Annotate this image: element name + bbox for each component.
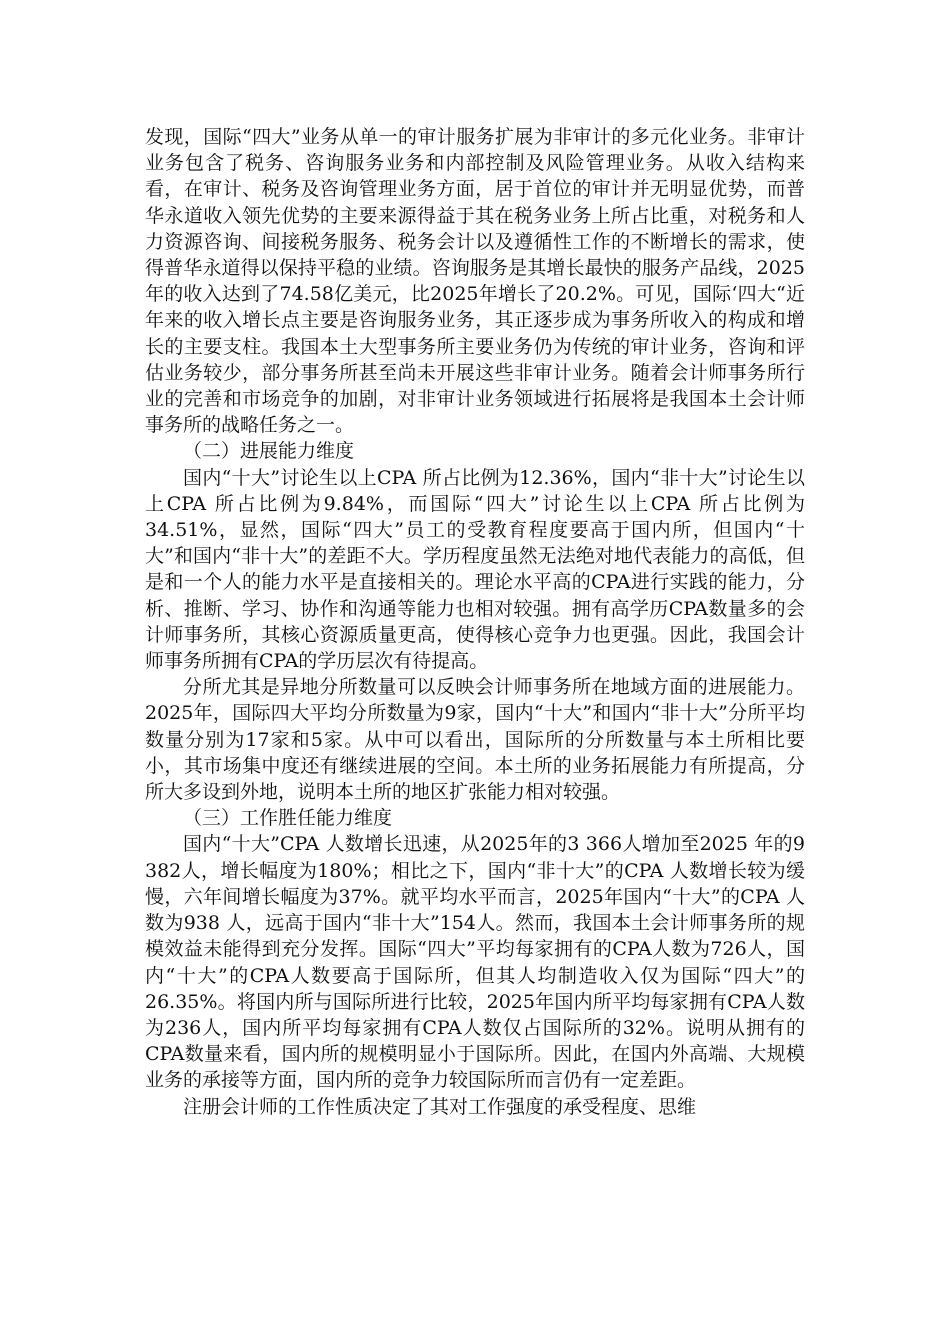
section-heading-development: （二）进展能力维度	[183, 440, 355, 463]
paragraph-education-level: 国内“十大”讨论生以上CPA 所占比例为12.36%，国内“非十大”讨论生以上CPA 所占比例为9.84%，而国际“四大”讨论生以上CPA 所占比例为34.51%，显然，国际“四大”员工的受教育程度要高于国内所，但国内“十大”和国内“非十大”的差距不大。学历程度虽然无法绝对地代表能力的高低，但是和一个人的能力水平是直接相关的。理论水平高的CPA进行实践的能力，分析、推断、学习、协作和沟通等能力也相对较强。拥有高学历CPA数量多的会计师事务所，其核心资源质量更高，使得核心竞争力也更强。因此，我国会计师事务所拥有CPA的学历层次有待提高。	[145, 466, 805, 673]
paragraph-branch-offices: 分所尤其是异地分所数量可以反映会计师事务所在地域方面的进展能力。2025年，国际四大平均分所数量为9家，国内“十大”和国内“非十大”分所平均数量分别为17家和5家。从中可以看出，国际所的分所数量与本土所相比要小，其市场集中度还有继续进展的空间。本土所的业务拓展能力有所提高，分所大多设到外地，说明本土所的地区扩张能力相对较强。	[145, 676, 805, 804]
section-heading-competence: （三）工作胜任能力维度	[183, 807, 393, 830]
paragraph-intro-nonaudit: 发现，国际“四大”业务从单一的审计服务扩展为非审计的多元化业务。非审计业务包含了税务、咨询服务业务和内部控制及风险管理业务。从收入结构来看，在审计、税务及咨询管理业务方面，居于首位的审计并无明显优势，而普华永道收入领先优势的主要来源得益于其在税务业务上所占比重，对税务和人力资源咨询、间接税务服务、税务会计以及遵循性工作的不断增长的需求，使得普华永道得以保持平稳的业绩。咨询服务是其增长最快的服务产品线，2025年的收入达到了74.58亿美元，比2025年增长了20.2%。可见，国际‘四大“近年来的收入增长点主要是咨询服务业务，其正逐步成为事务所收入的构成和增长的主要支柱。我国本土大型事务所主要业务仍为传统的审计业务，咨询和评估业务较少，部分事务所甚至尚未开展这些非审计业务。随着会计师事务所行业的完善和市场竞争的加剧，对非审计业务领域进行拓展将是我国本土会计师事务所的战略任务之一。	[145, 126, 805, 437]
paragraph-cpa-headcount: 国内“十大”CPA 人数增长迅速，从2025年的3 366人增加至2025 年的9 382人，增长幅度为180%；相比之下，国内“非十大”的CPA 人数增长较为缓慢，六年间增长幅度为37%。就平均水平而言，2025年国内“十大”的CPA 人数为938 人，远高于国内“非十大”154人。然而，我国本土会计师事务所的规模效益未能得到充分发挥。国际“四大”平均每家拥有的CPA人数为726人，国内“十大”的CPA人数要高于国际所，但其人均制造收入仅为国际“四大”的26.35%。将国内所与国际所进行比较，2025年国内所平均每家拥有CPA人数为236人，国内所平均每家拥有CPA人数仅占国际所的32%。说明从拥有的CPA数量来看，国内所的规模明显小于国际所。因此，在国内外高端、大规模业务的承接等方面，国内所的竞争力较国际所而言仍有一定差距。	[145, 833, 805, 1092]
paragraph-work-intensity: 注册会计师的工作性质决定了其对工作强度的承受程度、思维	[183, 1095, 697, 1118]
document-page	[145, 124, 805, 1120]
